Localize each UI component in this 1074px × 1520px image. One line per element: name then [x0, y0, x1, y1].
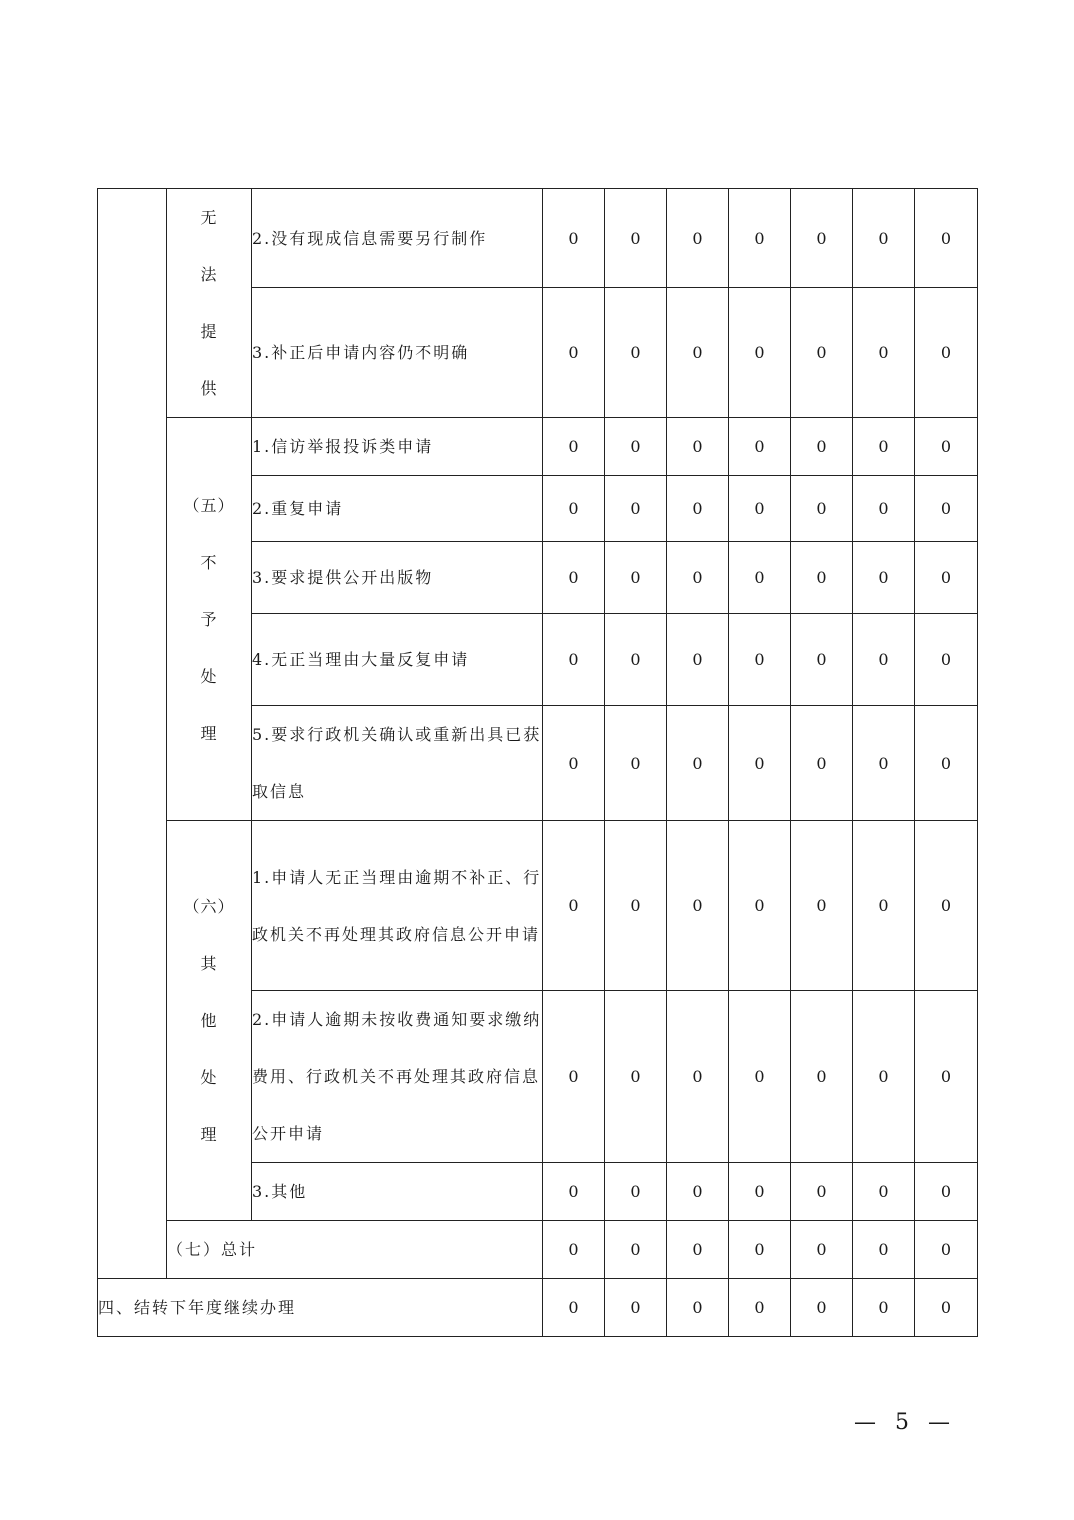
value-cell: 0: [729, 1163, 791, 1221]
value-cell: 0: [543, 542, 605, 614]
value-cell: 0: [791, 476, 853, 542]
value-cell: 0: [791, 706, 853, 821]
value-cell: 0: [853, 288, 915, 418]
category-label-char: 提: [200, 322, 218, 341]
category-label-char: 法: [200, 265, 218, 284]
value-cell: 0: [605, 1279, 667, 1337]
value-cell: 0: [853, 476, 915, 542]
value-cell: 0: [915, 1221, 978, 1279]
value-cell: 0: [853, 821, 915, 991]
category-label-char: 处: [200, 666, 218, 686]
value-cell: 0: [729, 614, 791, 706]
value-cell: 0: [729, 706, 791, 821]
row-label: 2.没有现成信息需要另行制作: [252, 189, 543, 288]
value-cell: 0: [605, 821, 667, 991]
value-cell: 0: [853, 1279, 915, 1337]
value-cell: 0: [667, 614, 729, 706]
value-cell: 0: [791, 542, 853, 614]
value-cell: 0: [543, 1279, 605, 1337]
value-cell: 0: [605, 189, 667, 288]
row-label: 4.无正当理由大量反复申请: [252, 614, 543, 706]
category-label-char: 无: [200, 208, 218, 227]
row-label: 3.要求提供公开出版物: [252, 542, 543, 614]
value-cell: 0: [853, 706, 915, 821]
value-cell: 0: [915, 821, 978, 991]
value-cell: 0: [729, 821, 791, 991]
value-cell: 0: [729, 1221, 791, 1279]
category-label-char: 理: [200, 1125, 218, 1144]
value-cell: 0: [915, 476, 978, 542]
value-cell: 0: [791, 189, 853, 288]
value-cell: 0: [791, 991, 853, 1163]
value-cell: 0: [605, 542, 667, 614]
value-cell: 0: [729, 418, 791, 476]
category-label-char: 不: [200, 552, 218, 572]
value-cell: 0: [667, 418, 729, 476]
category-label-char: 予: [200, 609, 218, 629]
value-cell: 0: [791, 288, 853, 418]
category-label-char: 其: [200, 954, 218, 973]
value-cell: 0: [791, 1163, 853, 1221]
value-cell: 0: [667, 288, 729, 418]
value-cell: 0: [543, 189, 605, 288]
value-cell: 0: [543, 821, 605, 991]
value-cell: 0: [605, 614, 667, 706]
value-cell: 0: [667, 1163, 729, 1221]
carryover-label: 四、结转下年度继续办理: [98, 1279, 543, 1337]
row-label: 1.申请人无正当理由逾期不补正、行政机关不再处理其政府信息公开申请: [252, 821, 543, 991]
value-cell: 0: [605, 288, 667, 418]
row-label: 3.补正后申请内容仍不明确: [252, 288, 543, 418]
total-label: （七）总计: [167, 1221, 543, 1279]
value-cell: 0: [853, 1163, 915, 1221]
page-number: — 5 —: [854, 1410, 956, 1435]
value-cell: 0: [543, 1221, 605, 1279]
value-cell: 0: [605, 418, 667, 476]
value-cell: 0: [853, 418, 915, 476]
category-label-char: 供: [200, 379, 218, 398]
value-cell: 0: [543, 1163, 605, 1221]
value-cell: 0: [543, 418, 605, 476]
value-cell: 0: [915, 1163, 978, 1221]
value-cell: 0: [729, 189, 791, 288]
value-cell: 0: [853, 189, 915, 288]
value-cell: 0: [853, 991, 915, 1163]
value-cell: 0: [729, 991, 791, 1163]
other-handling-category-label: [167, 821, 252, 1221]
row-label: 2.申请人逾期未按收费通知要求缴纳费用、行政机关不再处理其政府信息公开申请: [252, 991, 543, 1163]
value-cell: 0: [543, 614, 605, 706]
cannot-provide-category-label: [167, 189, 252, 418]
category-label-char: 理: [200, 723, 218, 743]
value-cell: 0: [791, 821, 853, 991]
value-cell: 0: [729, 1279, 791, 1337]
value-cell: 0: [915, 288, 978, 418]
value-cell: 0: [543, 476, 605, 542]
row-label: 2.重复申请: [252, 476, 543, 542]
category-label-char: （六）: [183, 897, 235, 916]
value-cell: 0: [605, 476, 667, 542]
value-cell: 0: [915, 542, 978, 614]
value-cell: 0: [915, 991, 978, 1163]
row-label: 3.其他: [252, 1163, 543, 1221]
value-cell: 0: [667, 1221, 729, 1279]
value-cell: 0: [605, 706, 667, 821]
value-cell: 0: [667, 991, 729, 1163]
row-label: 1.信访举报投诉类申请: [252, 418, 543, 476]
category-label-char: 他: [200, 1011, 218, 1030]
value-cell: 0: [605, 991, 667, 1163]
value-cell: 0: [667, 542, 729, 614]
value-cell: 0: [791, 614, 853, 706]
value-cell: 0: [667, 189, 729, 288]
value-cell: 0: [915, 418, 978, 476]
outer-blank-cell: [98, 189, 167, 1279]
value-cell: 0: [543, 991, 605, 1163]
value-cell: 0: [853, 542, 915, 614]
total-row: [98, 1221, 978, 1279]
statistics-table: [97, 188, 978, 1337]
category-label-char: （五）: [183, 495, 235, 515]
value-cell: 0: [791, 1279, 853, 1337]
value-cell: 0: [667, 1279, 729, 1337]
value-cell: 0: [729, 542, 791, 614]
row-label: 5.要求行政机关确认或重新出具已获取信息: [252, 706, 543, 821]
value-cell: 0: [667, 476, 729, 542]
value-cell: 0: [853, 614, 915, 706]
carryover-row: [98, 1279, 978, 1337]
table-row: [98, 821, 978, 991]
table-row: [98, 418, 978, 476]
value-cell: 0: [667, 821, 729, 991]
value-cell: 0: [791, 1221, 853, 1279]
value-cell: 0: [791, 418, 853, 476]
value-cell: 0: [605, 1163, 667, 1221]
no-handling-category-label: [167, 418, 252, 821]
value-cell: 0: [915, 1279, 978, 1337]
value-cell: 0: [667, 706, 729, 821]
value-cell: 0: [915, 614, 978, 706]
value-cell: 0: [543, 706, 605, 821]
value-cell: 0: [605, 1221, 667, 1279]
value-cell: 0: [853, 1221, 915, 1279]
value-cell: 0: [915, 189, 978, 288]
value-cell: 0: [729, 476, 791, 542]
table-row: [98, 189, 978, 288]
value-cell: 0: [729, 288, 791, 418]
value-cell: 0: [543, 288, 605, 418]
category-label-char: 处: [200, 1068, 218, 1087]
value-cell: 0: [915, 706, 978, 821]
